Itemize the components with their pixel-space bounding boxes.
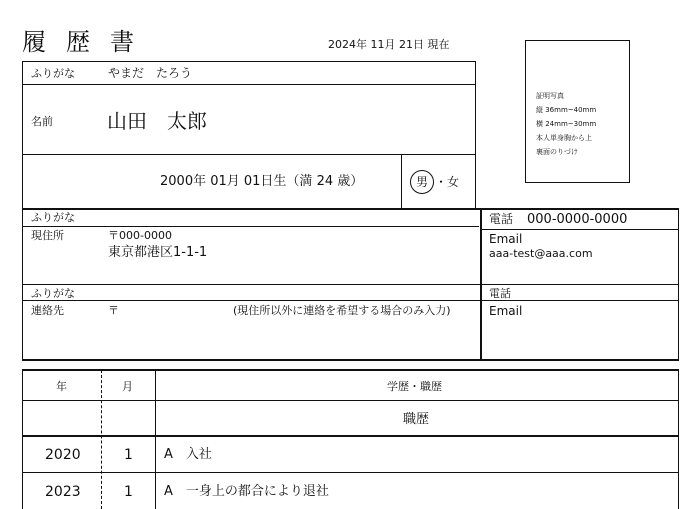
col-month-header: 月 [122, 380, 133, 393]
history-month: 1 [124, 447, 133, 463]
furigana-label: ふりがな [31, 67, 75, 80]
address-line: 東京都港区1-1-1 [108, 245, 208, 260]
gender-female: ・女 [435, 175, 460, 189]
photo-note-line: 裏面のりづけ [536, 148, 578, 156]
history-year: 2023 [45, 484, 81, 500]
photo-note-line: 横 24mm~30mm [536, 120, 597, 128]
contact-note: (現住所以外に連絡を希望する場合のみ入力) [233, 304, 451, 317]
photo-notes [536, 89, 596, 159]
history-desc: A 一身上の都合により退社 [164, 484, 329, 499]
contact-label: 連絡先 [31, 304, 64, 317]
photo-note-line: 証明写真 [536, 92, 564, 100]
section-title: 職歴 [403, 412, 430, 427]
page-title: 履歴書 [22, 28, 154, 56]
birth-date: 2000年 01月 01日生（満 24 歳） [160, 174, 364, 189]
name-label: 名前 [31, 115, 53, 128]
photo-note-line: 本人単身胸から上 [536, 134, 592, 142]
email-value: aaa-test@aaa.com [489, 247, 593, 260]
email-label: Email [489, 232, 523, 246]
name-value: 山田 太郎 [107, 109, 207, 133]
phone-label: 電話 [489, 212, 514, 226]
contact-email-label: Email [489, 304, 523, 318]
contact-postal: 〒 [108, 304, 119, 317]
gender-male-circle: 男 [410, 170, 434, 194]
date-line: 2024年 11月 21日 現在 [328, 38, 450, 51]
address-label: 現住所 [31, 229, 64, 242]
divider [22, 208, 679, 210]
contact-phone-label: 電話 [489, 287, 511, 300]
phone-value: 000-0000-0000 [527, 212, 628, 227]
furigana-value: やまだ たろう [108, 66, 193, 80]
photo-note-line: 縦 36mm~40mm [536, 106, 597, 114]
col-year-header: 年 [56, 380, 67, 393]
history-month: 1 [124, 484, 133, 500]
address-postal: 〒000-0000 [108, 229, 172, 242]
photo-placeholder [525, 40, 630, 183]
history-year: 2020 [45, 447, 81, 463]
history-desc: A 入社 [164, 447, 212, 462]
col-desc-header: 学歴・職歴 [387, 380, 442, 393]
contact-furigana-label: ふりがな [31, 287, 75, 300]
address-furigana-label: ふりがな [31, 211, 75, 224]
